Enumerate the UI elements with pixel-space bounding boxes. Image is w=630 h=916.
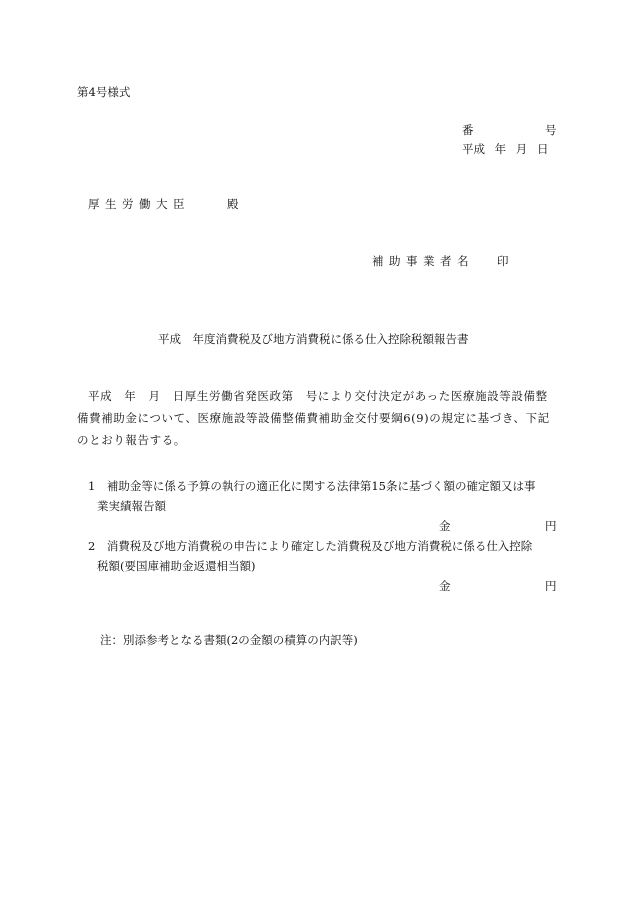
note: 注：別添参考となる書類(2の金額の積算の内訳等): [100, 633, 358, 647]
applicant-label: 補助事業者名: [372, 254, 474, 268]
addressee-honorific: 殿: [227, 197, 239, 211]
item-1-amount-label: 金: [439, 519, 451, 533]
date-line: 平成 年 月 日: [462, 142, 549, 156]
item-1-text: 1 補助金等に係る予算の執行の適正化に関する法律第15条に基づく額の確定額又は事: [88, 479, 536, 493]
item-2-continuation: 税額(要国庫補助金返還相当額): [97, 559, 256, 573]
item-1-amount-unit: 円: [545, 519, 557, 533]
document-title: 平成 年度消費税及び地方消費税に係る仕入控除税額報告書: [158, 332, 469, 346]
seal-mark: 印: [497, 254, 509, 268]
addressee-name: 厚生労働大臣: [88, 197, 190, 211]
document-number-suffix: 号: [545, 123, 557, 137]
document-number-label: 番: [462, 123, 474, 137]
item-2-amount-label: 金: [439, 579, 451, 593]
item-1-continuation: 業実績報告額: [97, 499, 166, 513]
item-2-amount-unit: 円: [545, 579, 557, 593]
body-paragraph: 平成 年 月 日厚生労働省発医政第 号により交付決定があった医療施設等設備整備費補助金について、医療施設等設備整備費補助金交付要綱6(9)の規定に基づき、下記のとおり報告する。: [77, 389, 550, 447]
form-number: 第4号様式: [77, 85, 131, 99]
item-2-text: 2 消費税及び地方消費税の申告により確定した消費税及び地方消費税に係る仕入控除: [88, 539, 533, 553]
